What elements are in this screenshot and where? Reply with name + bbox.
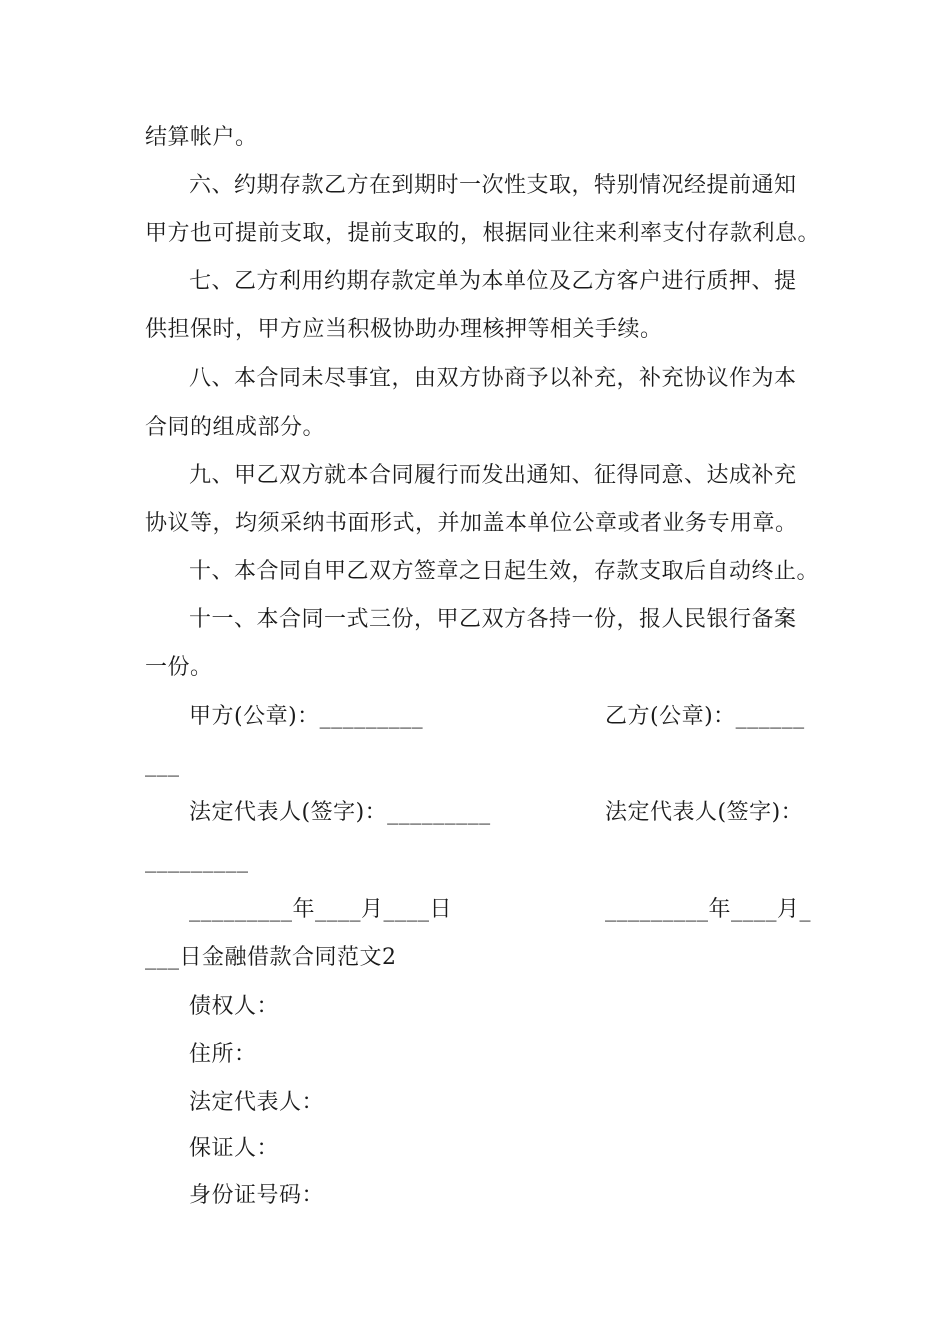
paragraph-line: 九、甲乙双方就本合同履行而发出通知、征得同意、达成补充 [189,463,797,488]
date-b-cont-and-heading: ___日金融借款合同范文2 [145,945,397,970]
paragraph-line: 甲方也可提前支取，提前支取的，根据同业往来利率支付存款利息。 [145,221,821,246]
date-a: _________年____月____日 [189,897,453,922]
party-a-seal: 甲方(公章)：_________ [189,704,424,729]
field-guarantor: 保证人： [189,1136,280,1161]
field-address: 住所： [189,1042,257,1067]
paragraph-line: 协议等，均须采纳书面形式，并加盖本单位公章或者业务专用章。 [145,511,798,536]
field-id-number: 身份证号码： [189,1183,325,1208]
rep-b-signature-cont: _________ [145,848,249,873]
paragraph-line: 八、本合同未尽事宜，由双方协商予以补充，补充协议作为本 [189,366,797,391]
paragraph-line: 十一、本合同一式三份，甲乙双方各持一份，报人民银行备案 [189,607,797,632]
date-b: _________年____月_ [605,897,812,922]
paragraph-line: 结算帐户。 [145,125,258,150]
party-b-seal-cont: ___ [145,752,180,777]
field-creditor: 债权人： [189,994,280,1019]
paragraph-line: 七、乙方利用约期存款定单为本单位及乙方客户进行质押、提 [189,269,797,294]
paragraph-line: 六、约期存款乙方在到期时一次性支取，特别情况经提前通知 [189,173,797,198]
field-legal-rep: 法定代表人： [189,1090,325,1115]
party-b-seal: 乙方(公章)：______ [605,704,805,729]
paragraph-line: 合同的组成部分。 [145,415,326,440]
paragraph-line: 供担保时，甲方应当积极协助办理核押等相关手续。 [145,317,663,342]
paragraph-line: 十、本合同自甲乙双方签章之日起生效，存款支取后自动终止。 [189,559,820,584]
rep-a-signature: 法定代表人(签字)：_________ [189,800,491,825]
paragraph-line: 一份。 [145,655,213,680]
rep-b-signature: 法定代表人(签字)： [605,800,804,825]
